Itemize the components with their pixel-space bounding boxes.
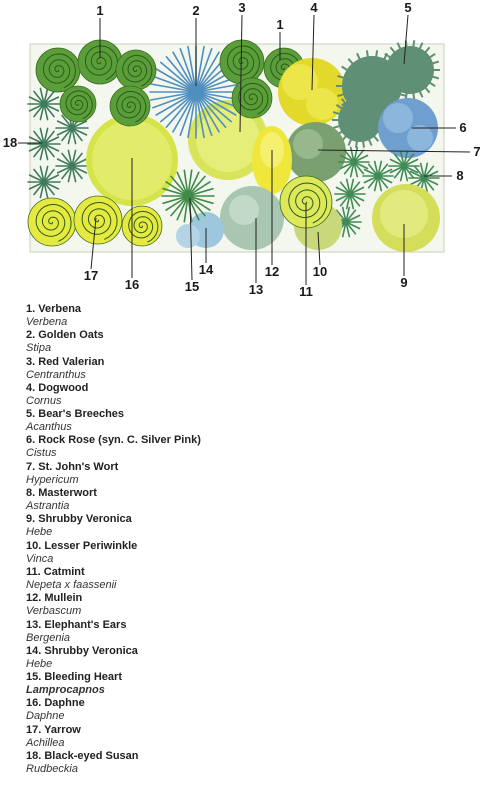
legend-latin-name: Rudbeckia [26,763,78,776]
legend-latin-name: Astrantia [26,500,70,513]
legend-latin-name: Hypericum [26,473,79,486]
legend-item-10 [26,540,466,566]
callout-7: 7 [473,144,481,159]
legend-common-name: 5. Bear's Breeches [26,408,125,421]
legend-common-name: 6. Rock Rose (syn. C. Silver Pink) [26,434,201,447]
legend-latin-name: Cornus [26,394,62,407]
legend-common-name: 4. Dogwood [26,381,89,394]
legend-item-9 [26,513,466,539]
verbena-spiral [220,40,264,84]
legend-latin-name: Acanthus [26,421,72,434]
plant-st-johns-wort [286,122,346,182]
legend-item-3 [26,356,466,382]
legend-latin-name: Hebe [26,526,53,539]
legend-item-18 [26,750,466,776]
callout-4: 4 [310,0,318,15]
callout-15: 15 [184,279,200,294]
planting-plan-diagram [0,0,485,300]
legend-common-name: 11. Catmint [26,565,85,578]
callout-2: 2 [192,3,200,18]
legend-common-name: 13. Elephant's Ears [26,618,127,631]
legend-common-name: 12. Mullein [26,592,83,605]
callout-14: 14 [198,262,214,277]
legend-common-name: 1. Verbena [26,303,82,315]
legend-latin-name: Stipa [26,342,52,355]
callout-16: 16 [124,277,140,292]
yarrow-spiral [28,198,76,246]
verbena-spiral [232,78,272,118]
legend-common-name: 7. St. John's Wort [26,460,119,473]
legend-common-name: 16. Daphne [26,697,85,710]
legend-item-5 [26,408,466,434]
legend-latin-name: Nepeta x faassenii [26,578,117,591]
verbena-spiral [60,86,96,122]
legend-item-7 [26,461,466,487]
callout-6: 6 [459,120,467,135]
legend-common-name: 14. Shrubby Veronica [26,644,138,657]
legend-item-12 [26,592,466,618]
legend-latin-name: Achillea [26,736,65,749]
legend-common-name: 3. Red Valerian [26,355,105,368]
legend-item-13 [26,619,466,645]
legend-item-2 [26,329,466,355]
legend-item-14 [26,645,466,671]
legend-item-8 [26,487,466,513]
legend-common-name: 18. Black-eyed Susan [26,750,139,763]
legend-common-name: 9. Shrubby Veronica [26,513,132,526]
legend-latin-name: Verbena [26,316,68,328]
legend-latin-name: Daphne [26,710,65,723]
callout-13: 13 [248,282,264,297]
legend-latin-name: Lamprocapnos [26,684,105,697]
callout-11: 11 [299,284,313,299]
legend-latin-name: Bergenia [26,631,71,644]
callout-1a: 1 [96,3,104,18]
callout-17: 17 [83,268,99,283]
legend-item-15 [26,671,466,697]
verbena-spiral [110,86,150,126]
plant-shrubby-veronica [372,184,440,252]
callout-8: 8 [456,168,464,183]
callout-1b: 1 [276,17,284,32]
legend-item-17 [26,724,466,750]
plant-legend [26,303,466,776]
legend-item-1 [26,303,466,329]
callout-12: 12 [264,264,280,279]
legend-item-6 [26,434,466,460]
legend-latin-name: Verbascum [26,605,82,618]
legend-common-name: 8. Masterwort [26,487,97,500]
legend-latin-name: Hebe [26,657,53,670]
legend-common-name: 2. Golden Oats [26,329,104,342]
legend-latin-name: Vinca [26,552,54,565]
plant-dogwood [278,58,346,126]
legend-common-name: 10. Lesser Periwinkle [26,539,138,552]
verbena-spiral [36,48,80,92]
legend-latin-name: Cistus [26,447,57,460]
legend-common-name: 17. Yarrow [26,723,81,736]
yarrow-spiral [122,206,162,246]
legend-item-4 [26,382,466,408]
legend-item-16 [26,697,466,723]
plant-elephants-ears [220,186,284,250]
legend-latin-name: Centranthus [26,368,86,381]
yarrow-spiral [74,196,122,244]
legend-item-11 [26,566,466,592]
callout-10: 10 [312,264,328,279]
verbena-spiral [116,50,156,90]
legend-common-name: 15. Bleeding Heart [26,671,122,684]
callout-3: 3 [238,0,246,15]
callout-5: 5 [404,0,412,15]
callout-18: 18 [2,135,18,150]
callout-9: 9 [400,275,408,290]
